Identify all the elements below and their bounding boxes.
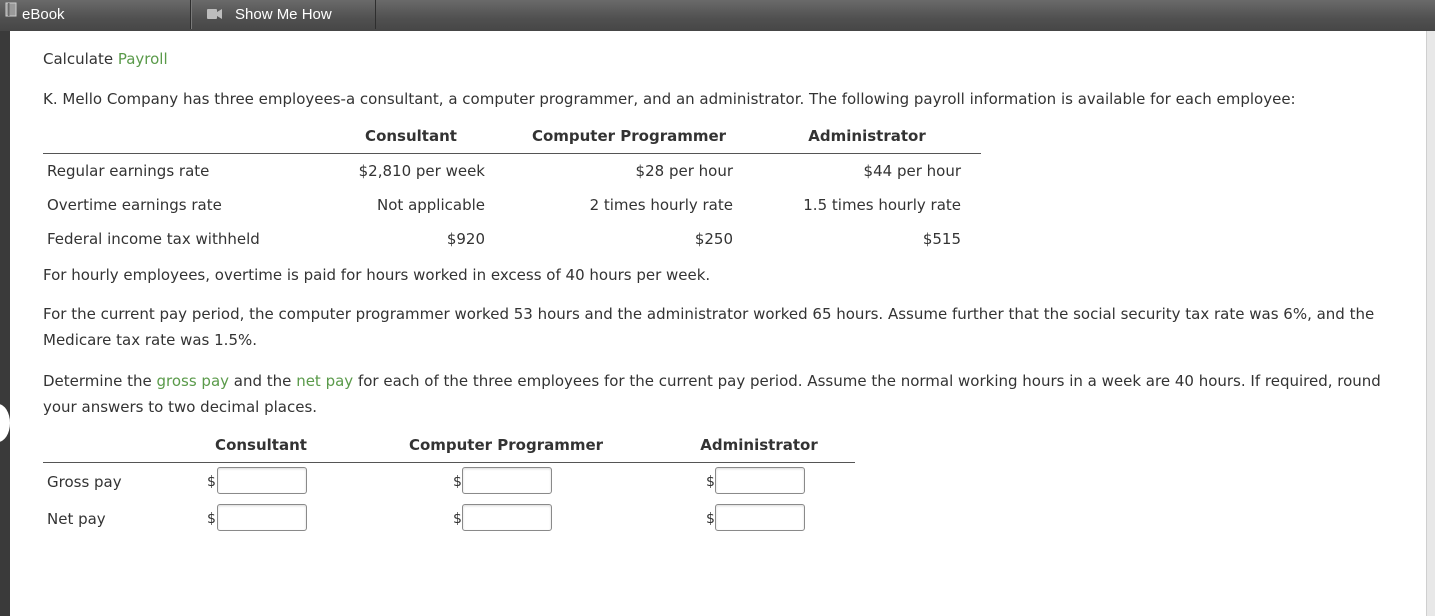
problem-panel — [10, 31, 1426, 616]
info-row-label: Federal income tax withheld — [47, 230, 260, 248]
info-header-divider — [43, 153, 981, 154]
instructions-paragraph — [43, 368, 1381, 420]
gross-pay-link[interactable]: gross pay — [156, 372, 230, 390]
net-pay-label: Net pay — [47, 510, 106, 528]
instr-text: and the — [233, 372, 292, 390]
answer-header-administrator: Administrator — [700, 436, 818, 454]
programmer-net-pay-input[interactable] — [462, 504, 552, 531]
instr-text: for each of the three employees for the current pay period. Assume the normal working hours in a week are 40 hours. If required, round — [357, 372, 1381, 390]
title-prefix: Calculate — [43, 50, 114, 68]
currency-symbol: $ — [207, 474, 216, 490]
info-header-consultant: Consultant — [365, 127, 457, 145]
info-row-label: Overtime earnings rate — [47, 196, 222, 214]
currency-symbol: $ — [453, 474, 462, 490]
ebook-tab[interactable] — [0, 0, 191, 29]
problem-title — [43, 50, 168, 68]
consultant-net-pay-input[interactable] — [217, 504, 307, 531]
info-cell: $28 per hour — [635, 162, 733, 180]
info-cell: $2,810 per week — [358, 162, 485, 180]
show-me-how-tab-label: Show Me How — [235, 6, 332, 23]
administrator-net-pay-input[interactable] — [715, 504, 805, 531]
info-header-programmer: Computer Programmer — [531, 127, 727, 145]
intro-text: K. Mello Company has three employees-a consultant, a computer programmer, and an administrator. The following payroll information is available for each employee: — [43, 90, 1296, 108]
instructions-line-1 — [43, 368, 1381, 394]
answer-header-divider — [43, 462, 855, 463]
gross-pay-label: Gross pay — [47, 473, 122, 491]
video-icon — [207, 8, 223, 20]
payroll-link[interactable]: Payroll — [117, 50, 168, 68]
answer-header-consultant: Consultant — [215, 436, 307, 454]
currency-symbol: $ — [706, 474, 715, 490]
programmer-gross-pay-input[interactable] — [462, 467, 552, 494]
info-header-administrator: Administrator — [808, 127, 926, 145]
info-row-label: Regular earnings rate — [47, 162, 210, 180]
instructions-line-2: your answers to two decimal places. — [43, 398, 318, 416]
net-pay-link[interactable]: net pay — [296, 372, 354, 390]
info-cell: $250 — [694, 230, 733, 248]
consultant-gross-pay-input[interactable] — [217, 467, 307, 494]
info-cell: 1.5 times hourly rate — [803, 196, 961, 214]
period-line-2: Medicare tax rate was 1.5%. — [43, 331, 258, 349]
answer-header-programmer: Computer Programmer — [408, 436, 604, 454]
scrollbar[interactable] — [1426, 31, 1435, 616]
period-line-1: For the current pay period, the computer programmer worked 53 hours and the administrator worked 65 hours. Assume further that the social security tax rate was 6%, and the — [43, 305, 1375, 323]
left-gutter — [0, 31, 10, 616]
currency-symbol: $ — [706, 511, 715, 527]
currency-symbol: $ — [453, 511, 462, 527]
book-icon — [5, 2, 19, 18]
show-me-how-tab[interactable] — [191, 0, 376, 29]
administrator-gross-pay-input[interactable] — [715, 467, 805, 494]
instr-text: Determine the — [43, 372, 152, 390]
ebook-tab-label: eBook — [22, 6, 65, 23]
top-toolbar — [0, 0, 1435, 31]
overtime-note: For hourly employees, overtime is paid for hours worked in excess of 40 hours per week. — [43, 266, 711, 284]
info-cell: $920 — [446, 230, 485, 248]
currency-symbol: $ — [207, 511, 216, 527]
period-paragraph — [43, 301, 1374, 353]
info-cell: $515 — [922, 230, 961, 248]
info-cell: $44 per hour — [863, 162, 961, 180]
info-cell: Not applicable — [377, 196, 485, 214]
info-cell: 2 times hourly rate — [589, 196, 733, 214]
